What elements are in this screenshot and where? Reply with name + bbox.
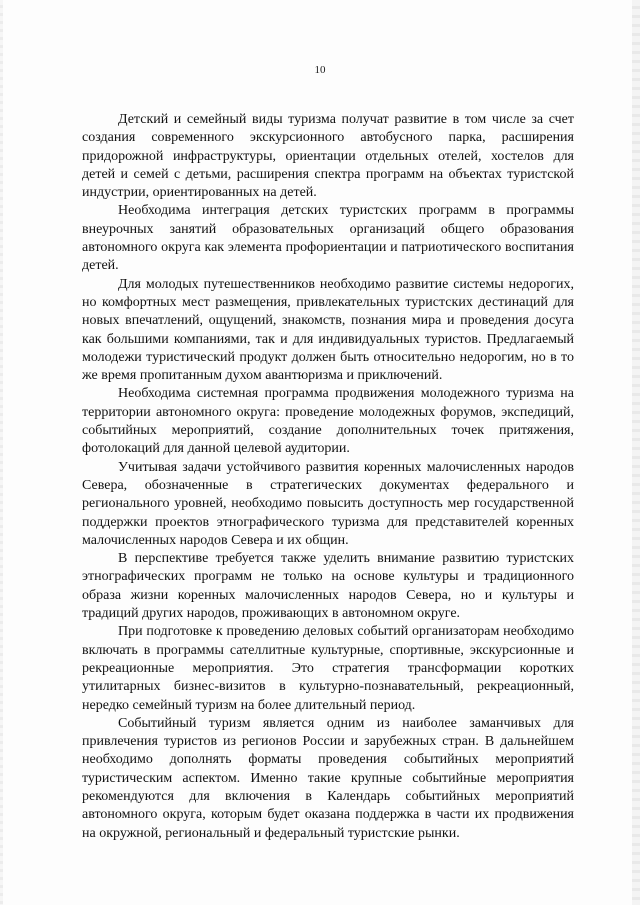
document-body <box>82 111 574 843</box>
paragraph-3: Для молодых путешественников необходимо развитие системы недорогих, но комфортных мест размещения, привлекательных туристских дестинаций для новых впечатлений, ощущений, знакомств, познания мира и проведения досуга как большими компаниями, так и для индивидуальных туристов. Предлагаемый молодежи туристический продукт должен быть относительно недорогим, но в то же время пропитанным духом авантюризма и приключений. <box>82 276 574 384</box>
scan-edge-left <box>0 0 3 905</box>
scan-edge-right <box>632 0 640 905</box>
paragraph-6: В перспективе требуется также уделить внимание развитию туристских этнографических программ не только на основе культуры и традиционного образа жизни коренных малочисленных народов Севера, но и культуры и традиций других народов, проживающих в автономном округе. <box>82 551 574 622</box>
paragraph-8: Событийный туризм является одним из наиболее заманчивых для привлечения туристов из регионов России и зарубежных стран. В дальнейшем необходимо дополнять форматы проведения событийных мероприятий туристическим аспектом. Именно такие крупные событийные мероприятия рекомендуются для включения в Календарь событийных мероприятий автономного округа, которым будет оказана поддержка в части их продвижения на окружной, региональный и федеральный туристские рынки. <box>82 715 574 841</box>
paragraph-4: Необходима системная программа продвижения молодежного туризма на территории автономного округа: проведение молодежных форумов, экспедиций, событийных мероприятий, создание дополнительных точек притяжения, фотолокаций для данной целевой аудитории. <box>82 386 574 457</box>
page-number: 10 <box>314 64 326 76</box>
paragraph-7: При подготовке к проведению деловых событий организаторам необходимо включать в программы сателлитные культурные, спортивные, экскурсионные и рекреационные мероприятия. Это стратегия трансформации коротких утилитарных бизнес-визитов в культурно-познавательный, рекреационный, нередко семейный туризм на более длительный период. <box>82 624 574 713</box>
paragraph-2: Необходима интеграция детских туристских программ в программы внеурочных занятий образовательных организаций общего образования автономного округа как элемента профориентации и патриотического воспитания детей. <box>82 203 574 274</box>
paragraph-1: Детский и семейный виды туризма получат развитие в том числе за счет создания современного экскурсионного автобусного парка, расширения придорожной инфраструктуры, ориентации отдельных отелей, хостелов для детей и семей с детьми, расширения спектра программ на объектах туристской индустрии, ориентированных на детей. <box>82 112 574 201</box>
paragraph-5: Учитывая задачи устойчивого развития коренных малочисленных народов Севера, обозначенные в стратегических документах федерального и регионального уровней, необходимо повысить доступность мер государственной поддержки проектов этнографического туризма для представителей коренных малочисленных народов Севера и их общин. <box>82 459 574 548</box>
